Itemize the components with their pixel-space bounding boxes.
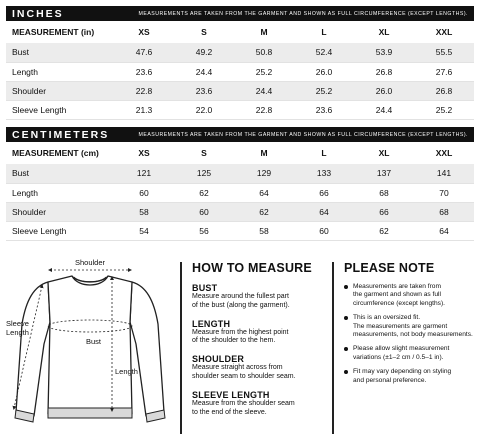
how-item-line: to the end of the sleeve. xyxy=(192,408,267,416)
table-cell: 125 xyxy=(174,164,234,183)
column-divider xyxy=(180,262,182,434)
table-cell: 54 xyxy=(114,221,174,240)
table-cell: 68 xyxy=(354,183,414,202)
how-item-line: of the shoulder to the hem. xyxy=(192,337,276,345)
table-cell: 64 xyxy=(414,221,474,240)
note-line: The measurements are garment xyxy=(353,322,448,330)
table-cell: 58 xyxy=(114,202,174,221)
column-header: MEASUREMENT (cm) xyxy=(6,142,114,164)
list-item xyxy=(344,314,476,339)
how-item-title: SLEEVE LENGTH xyxy=(192,389,270,400)
table-cell: 64 xyxy=(234,183,294,202)
sweatshirt-diagram xyxy=(4,252,176,438)
table-cell: 52.4 xyxy=(294,43,354,62)
column-divider xyxy=(332,262,334,434)
how-to-measure-section xyxy=(192,261,328,425)
table-cell: 137 xyxy=(354,164,414,183)
centimeters-title: CENTIMETERS xyxy=(12,128,110,141)
table-cell: 133 xyxy=(294,164,354,183)
table-cell: 24.4 xyxy=(234,81,294,100)
row-label: Length xyxy=(6,183,114,202)
how-to-measure-heading: HOW TO MEASURE xyxy=(192,261,312,275)
please-note-section xyxy=(344,261,476,391)
sleeve-label-line2: Length xyxy=(6,328,29,337)
note-line: Measurements are taken from xyxy=(353,283,441,290)
note-line: This is an oversized fit. xyxy=(353,314,421,322)
table-cell: 70 xyxy=(414,183,474,202)
table-row xyxy=(6,100,474,119)
list-item xyxy=(344,368,476,385)
table-cell: 25.2 xyxy=(234,62,294,81)
note-line: measurements, not body measurements. xyxy=(353,331,473,339)
table-cell: 21.3 xyxy=(114,100,174,119)
how-item-sleeve-length xyxy=(192,390,328,418)
inches-table xyxy=(6,21,474,120)
note-line: Please allow slight measurement xyxy=(353,345,450,353)
table-row xyxy=(6,62,474,81)
table-cell: 66 xyxy=(354,202,414,221)
bullet-icon xyxy=(344,285,348,289)
column-header: S xyxy=(174,142,234,164)
how-item-line: Measure from the highest point xyxy=(192,328,289,336)
how-item-line: Measure straight across from xyxy=(192,364,283,372)
column-header: XXL xyxy=(414,21,474,43)
column-header: XXL xyxy=(414,142,474,164)
table-cell: 24.4 xyxy=(354,100,414,119)
how-item-line: Measure around the fullest part xyxy=(192,293,289,300)
inches-title: INCHES xyxy=(12,7,64,20)
sleeve-label-line1: Sleeve xyxy=(6,319,29,328)
row-label: Bust xyxy=(6,43,114,62)
note-line: Fit may vary depending on styling xyxy=(353,368,452,376)
table-cell: 26.8 xyxy=(414,81,474,100)
bullet-icon xyxy=(344,370,348,374)
column-header: L xyxy=(294,21,354,43)
ribbing xyxy=(15,408,165,422)
please-note-heading: PLEASE NOTE xyxy=(344,261,435,275)
list-item xyxy=(344,345,476,362)
please-note-list xyxy=(344,283,476,385)
table-cell: 27.6 xyxy=(414,62,474,81)
how-item-line: of the bust (along the garment). xyxy=(192,301,290,309)
bust-label: Bust xyxy=(86,337,102,346)
row-label: Sleeve Length xyxy=(6,100,114,119)
column-header: S xyxy=(174,21,234,43)
row-label: Bust xyxy=(6,164,114,183)
table-cell: 60 xyxy=(294,221,354,240)
table-header-row xyxy=(6,142,474,164)
note-line: the garment and shown as full xyxy=(353,291,441,299)
table-cell: 26.0 xyxy=(294,62,354,81)
column-header: L xyxy=(294,142,354,164)
shoulder-label: Shoulder xyxy=(74,258,106,267)
table-cell: 22.8 xyxy=(234,100,294,119)
table-cell: 53.9 xyxy=(354,43,414,62)
note-line: and personal preference. xyxy=(353,376,427,384)
how-item-title: LENGTH xyxy=(192,318,231,329)
table-cell: 121 xyxy=(114,164,174,183)
table-cell: 60 xyxy=(114,183,174,202)
table-cell: 22.0 xyxy=(174,100,234,119)
table-cell: 66 xyxy=(294,183,354,202)
how-item-title: SHOULDER xyxy=(192,354,245,365)
table-cell: 23.6 xyxy=(174,81,234,100)
table-cell: 141 xyxy=(414,164,474,183)
bullet-icon xyxy=(344,316,348,320)
bullet-icon xyxy=(344,347,348,351)
column-header: MEASUREMENT (in) xyxy=(6,21,114,43)
table-cell: 50.8 xyxy=(234,43,294,62)
centimeters-title-bar xyxy=(6,127,474,142)
table-row xyxy=(6,183,474,202)
how-item-length xyxy=(192,319,328,347)
table-cell: 55.5 xyxy=(414,43,474,62)
table-cell: 25.2 xyxy=(414,100,474,119)
how-item-shoulder xyxy=(192,354,328,382)
table-cell: 62 xyxy=(234,202,294,221)
table-row xyxy=(6,43,474,62)
row-label: Sleeve Length xyxy=(6,221,114,240)
sweatshirt-outline xyxy=(16,276,164,416)
row-label: Shoulder xyxy=(6,81,114,100)
table-cell: 56 xyxy=(174,221,234,240)
how-item-bust xyxy=(192,283,328,311)
how-item-line: Measure from the shoulder seam xyxy=(192,399,295,407)
centimeters-section xyxy=(6,127,474,241)
table-cell: 64 xyxy=(294,202,354,221)
table-cell: 58 xyxy=(234,221,294,240)
table-row xyxy=(6,221,474,240)
table-cell: 24.4 xyxy=(174,62,234,81)
centimeters-table xyxy=(6,142,474,241)
how-item-title: BUST xyxy=(192,283,218,293)
column-header: XL xyxy=(354,142,414,164)
table-cell: 23.6 xyxy=(114,62,174,81)
table-row xyxy=(6,81,474,100)
how-item-line: shoulder seam to shoulder seam. xyxy=(192,372,296,380)
list-item xyxy=(344,283,476,308)
table-cell: 62 xyxy=(174,183,234,202)
table-cell: 23.6 xyxy=(294,100,354,119)
note-line: circumference (except lengths). xyxy=(353,299,445,307)
inches-section xyxy=(6,6,474,120)
table-cell: 26.0 xyxy=(354,81,414,100)
table-cell: 25.2 xyxy=(294,81,354,100)
table-cell: 26.8 xyxy=(354,62,414,81)
inches-note: MEASUREMENTS ARE TAKEN FROM THE GARMENT AND SHOWN AS FULL CIRCUMFERENCE (EXCEPT LENGTHS). xyxy=(138,10,468,17)
table-header-row xyxy=(6,21,474,43)
table-cell: 47.6 xyxy=(114,43,174,62)
table-cell: 49.2 xyxy=(174,43,234,62)
length-label: Length xyxy=(115,367,138,376)
table-cell: 60 xyxy=(174,202,234,221)
table-cell: 68 xyxy=(414,202,474,221)
column-header: XS xyxy=(114,142,174,164)
column-header: M xyxy=(234,142,294,164)
table-row xyxy=(6,164,474,183)
row-label: Shoulder xyxy=(6,202,114,221)
table-cell: 22.8 xyxy=(114,81,174,100)
table-cell: 129 xyxy=(234,164,294,183)
row-label: Length xyxy=(6,62,114,81)
table-cell: 62 xyxy=(354,221,414,240)
note-line: variations (±1–2 cm / 0.5–1 in). xyxy=(353,353,444,361)
column-header: M xyxy=(234,21,294,43)
centimeters-note: MEASUREMENTS ARE TAKEN FROM THE GARMENT AND SHOWN AS FULL CIRCUMFERENCE (EXCEPT LENGTHS). xyxy=(138,131,468,138)
column-header: XS xyxy=(114,21,174,43)
inches-title-bar xyxy=(6,6,474,21)
column-header: XL xyxy=(354,21,414,43)
table-row xyxy=(6,202,474,221)
